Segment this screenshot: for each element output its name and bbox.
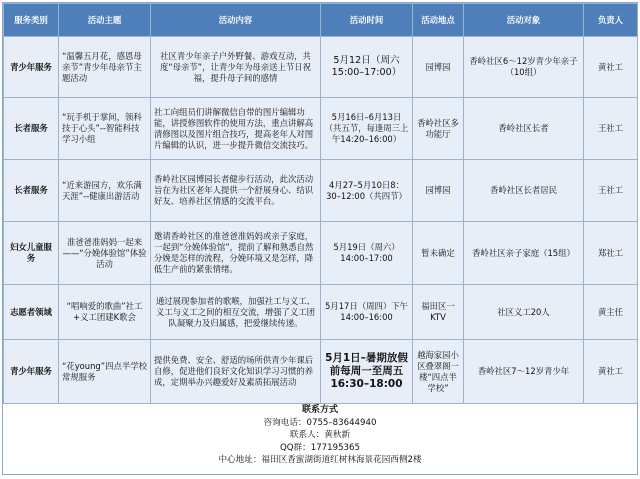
cell-owner: 王社工 (584, 98, 638, 160)
cell-time: 4月27–5月10日8：30–12:00（共四节） (321, 160, 413, 222)
contact-section (3, 404, 637, 474)
cell-location: 暂未确定 (413, 222, 464, 285)
cell-content: 社工向组员们讲解微信自带的图片编辑功能，讲授修图软件的使用方法，重点讲解高清修图以及图片组合技巧，提高老年人对图片编辑的认识，进一步提升微信交流技巧。 (151, 98, 321, 160)
header-content: 活动内容 (151, 4, 321, 37)
cell-category: 长者服务 (4, 160, 59, 222)
cell-location: 园博园 (413, 37, 464, 98)
cell-audience: 香岭社区长者 (464, 98, 584, 160)
cell-category: 志愿者领域 (4, 285, 59, 340)
cell-content: 提供免费、安全、舒适的场所供青少年课后自修，促进他们良好文化知识学习习惯的养成，定期举办兴趣爱好及素质拓展活动 (151, 340, 321, 404)
cell-theme: “玩手机于掌间，领科技于心头”--智能科技学习小组 (59, 98, 151, 160)
cell-audience: 社区义工20人 (464, 285, 584, 340)
cell-audience: 香岭社区亲子家庭（15组） (464, 222, 584, 285)
cell-owner: 黄社工 (584, 340, 638, 404)
cell-content: 社区青少年亲子户外野餐、游戏互动，共度“母亲节”，让青少年为母亲送上节日祝福，提升母子间的感情 (151, 37, 321, 98)
contact-phone: 咨询电话：0755–83644940 (263, 417, 377, 428)
table-row (4, 340, 638, 404)
cell-theme: “唱响爱的歌曲”社工+义工团建K歌会 (59, 285, 151, 340)
contact-title: 联系方式 (301, 405, 338, 415)
cell-location: 香岭社区多功能厅 (413, 98, 464, 160)
cell-content: 通过展现参加者的歌喉，加强社工与义工、义工与义工之间的相互交流，增强了义工团队凝聚力及归属感，把爱继续传递。 (151, 285, 321, 340)
cell-time: 5月19日（周六）14:00–17:00 (321, 222, 413, 285)
cell-time: 5月16日–6月13日（共五节，每逢周三上午14:20–16:00） (321, 98, 413, 160)
cell-category: 青少年服务 (4, 37, 59, 98)
contact-qq: QQ群：177195365 (280, 442, 360, 453)
header-time: 活动时间 (321, 4, 413, 37)
cell-audience: 香岭社区长者居民 (464, 160, 584, 222)
cell-time: 5月17日（周四）下午14:00–16:00 (321, 285, 413, 340)
activity-schedule-sheet (2, 2, 638, 475)
table-row (4, 285, 638, 340)
table-row (4, 160, 638, 222)
contact-person: 联系人：黄秋新 (289, 430, 351, 441)
cell-theme: “温馨五月花，感恩母亲节”青少年母亲节主题活动 (59, 37, 151, 98)
cell-owner: 黄社工 (584, 37, 638, 98)
header-category: 服务类别 (4, 4, 59, 37)
cell-audience: 香岭社区6～12岁青少年亲子（10组） (464, 37, 584, 98)
cell-location: 福田区一KTV (413, 285, 464, 340)
cell-time: 5月1日–暑期放假前每周一至周五16:30–18:00 (321, 340, 413, 404)
cell-audience: 香岭社区7～12岁青少年 (464, 340, 584, 404)
cell-location: 园博园 (413, 160, 464, 222)
cell-time: 5月12日（周六15:00–17:00） (321, 37, 413, 98)
cell-theme: “近来游园方，欢乐满天涯”--健康出游活动 (59, 160, 151, 222)
cell-content: 邀请香岭社区的准爸爸准妈妈或亲子家庭，一起到“分娩体验馆”，提前了解和熟悉自然分娩是怎样的流程，分娩环境又是怎样，降低生产前的紧张情绪。 (151, 222, 321, 285)
activity-table (3, 3, 638, 404)
cell-owner: 王社工 (584, 160, 638, 222)
table-row (4, 98, 638, 160)
table-row (4, 37, 638, 98)
header-audience: 活动对象 (464, 4, 584, 37)
cell-category: 青少年服务 (4, 340, 59, 404)
cell-content: 香岭社区园博园长者健步行活动，此次活动旨在为社区老年人提供一个舒展身心、结识好友、培养社区情感的交流平台。 (151, 160, 321, 222)
header-owner: 负责人 (584, 4, 638, 37)
cell-theme: “花young”四点半学校常规服务 (59, 340, 151, 404)
table-row (4, 222, 638, 285)
cell-owner: 黄主任 (584, 285, 638, 340)
cell-owner: 郑社工 (584, 222, 638, 285)
cell-location: 越海家园小区叠翠阁一楼“四点半学校” (413, 340, 464, 404)
header-location: 活动地点 (413, 4, 464, 37)
cell-theme: 准爸爸准妈妈一起来——“分娩体验馆”体验活动 (59, 222, 151, 285)
table-header-row (4, 4, 638, 37)
contact-address: 中心地址：福田区香蜜湖街道红树林海景花园西侧2楼 (218, 455, 422, 466)
cell-category: 妇女儿童服务 (4, 222, 59, 285)
cell-category: 长者服务 (4, 98, 59, 160)
header-theme: 活动主题 (59, 4, 151, 37)
